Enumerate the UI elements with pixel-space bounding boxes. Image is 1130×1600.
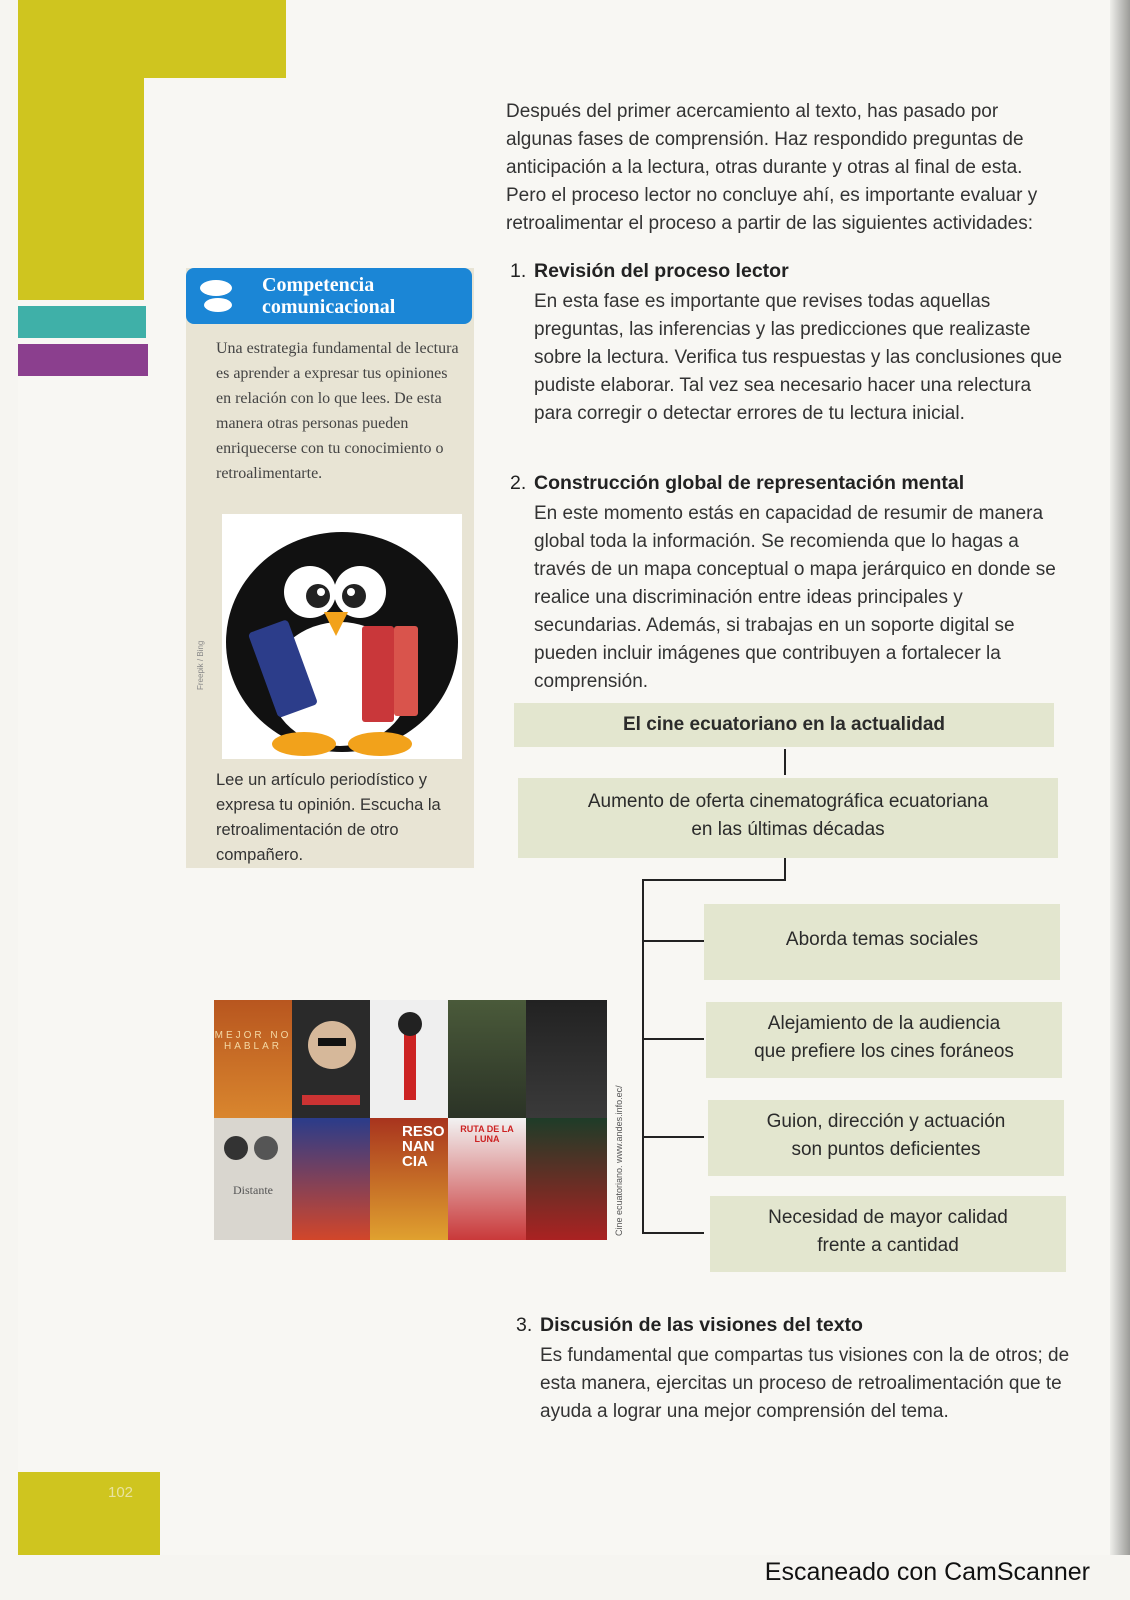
section-1-heading: Revisión del proceso lector [534,260,789,282]
poster-title: MEJOR NO HABLAR [214,1030,292,1052]
poster-title: RESO NAN CIA [402,1123,445,1170]
image-credit: Freepik / Bing [196,640,205,690]
sidebar-text: Una estrategia fundamental de lectura es aprender a expresar tus opiniones en relación con lo que lees. De esta manera otras personas pueden enriquecerse con tu conocimiento o retroalimentarte. [216,340,459,482]
map-branch-line [642,1038,704,1040]
movie-posters-collage [214,1000,607,1240]
decor-yellow-bottom [18,1472,160,1555]
section-3-heading: Discusión de las visiones del texto [540,1314,863,1336]
section-1-number: 1. [510,260,527,282]
intro-paragraph: Después del primer acercamiento al texto, has pasado por algunas fases de comprensión. Haz respondido preguntas de anticipación a la lectura, otras durante y otras al final de esta. Pero el proceso lector no concluye ahí, es importante evaluar y retroalimentar el proceso a partir de las siguientes actividades: [506,101,1038,234]
map-branch-2 [706,1002,1062,1078]
poster [214,1118,292,1240]
poster [292,1000,370,1118]
map-branch-line [642,1136,704,1138]
map-title: El cine ecuatoriano en la actualidad [514,703,1054,747]
map-branch-4-line1: Necesidad de mayor calidad [768,1207,1008,1228]
map-branch-2-line2: que prefiere los cines foráneos [754,1041,1014,1062]
poster [370,1000,448,1118]
section-2-title [510,470,1065,496]
decor-yellow-top [18,0,286,78]
map-branch-line [642,940,704,942]
page-edge [1110,0,1130,1555]
sidebar-header [186,268,472,324]
map-connector [784,858,786,880]
sidebar-activity: Lee un artículo periodístico y expresa tu opinión. Escucha la retroalimentación de otro compañero. [216,771,441,864]
section-2-body: En este momento estás en capacidad de resumir de manera global toda la información. Se recomienda que lo hagas a través de un mapa conceptual o mapa jerárquico en donde se realice una discriminación entre ideas principales y secundarias. Además, si trabajas en un soporte digital se pueden incluir imágenes que contribuyen a fortalecer la comprensión. [534,503,1056,692]
penguin-icon [222,514,462,759]
poster [526,1000,607,1118]
map-branch-4 [710,1196,1066,1272]
figure-icon [370,1000,448,1118]
sidebar-title-line2: comunicacional [262,296,396,318]
section-1 [510,258,1065,428]
poster [526,1118,607,1240]
decor-teal-bar [18,306,146,338]
section-2 [510,470,1065,696]
poster-title: RUTA DE LA LUNA [460,1124,514,1144]
sidebar-title-line1: Competencia [262,274,375,296]
map-trunk [642,879,644,1234]
map-branch-4-line2: frente a cantidad [817,1235,959,1256]
portrait-icon [292,1000,370,1118]
map-branch-1 [704,904,1060,980]
posters-credit: Cine ecuatoriano. www.andes.info.ec/ [614,1085,624,1236]
map-main-node [518,778,1058,858]
poster-title: Distante [233,1183,273,1197]
poster [214,1000,292,1118]
section-3-number: 3. [516,1314,533,1336]
map-branch-line [642,1232,704,1234]
map-branch-3-line2: son puntos deficientes [791,1139,981,1160]
poster [292,1118,370,1240]
map-connector [784,749,786,775]
section-3-title [516,1312,1071,1338]
section-3 [516,1312,1071,1426]
map-branch-3-line1: Guion, dirección y actuación [766,1111,1006,1132]
camscanner-watermark: Escaneado con CamScanner [764,1558,1090,1586]
map-main-line2: en las últimas décadas [691,819,885,840]
map-branch-1-line1: Aborda temas sociales [785,929,979,950]
section-1-body: En esta fase es importante que revises todas aquellas preguntas, las inferencias y las predicciones que realizaste sobre la lectura. Verifica tus respuestas y las conclusiones que pudiste elaborar. Tal vez sea necesario hacer una relectura para corregir o detectar errores de tu lectura inicial. [534,291,1063,424]
map-connector [642,879,786,881]
sidebar-title [262,274,395,318]
section-2-heading: Construcción global de representación mental [534,472,965,494]
section-3-body: Es fundamental que compartas tus visiones con la de otros; de esta manera, ejercitas un proceso de retroalimentación que te ayuda a lograr una mejor comprensión del tema. [540,1345,1070,1422]
section-2-number: 2. [510,472,527,494]
map-branch-3 [708,1100,1064,1176]
page-number: 102 [108,1484,134,1501]
map-main-line1: Aumento de oferta cinematográfica ecuatoriana [587,791,989,812]
poster [370,1118,448,1240]
section-1-title [510,258,1065,284]
speech-bubbles-icon [198,278,234,314]
penguin-illustration [222,514,462,759]
decor-purple-bar [18,344,148,376]
group-icon [214,1118,292,1178]
poster [448,1000,526,1118]
map-branch-2-line1: Alejamiento de la audiencia [767,1013,1001,1034]
poster [448,1118,526,1240]
